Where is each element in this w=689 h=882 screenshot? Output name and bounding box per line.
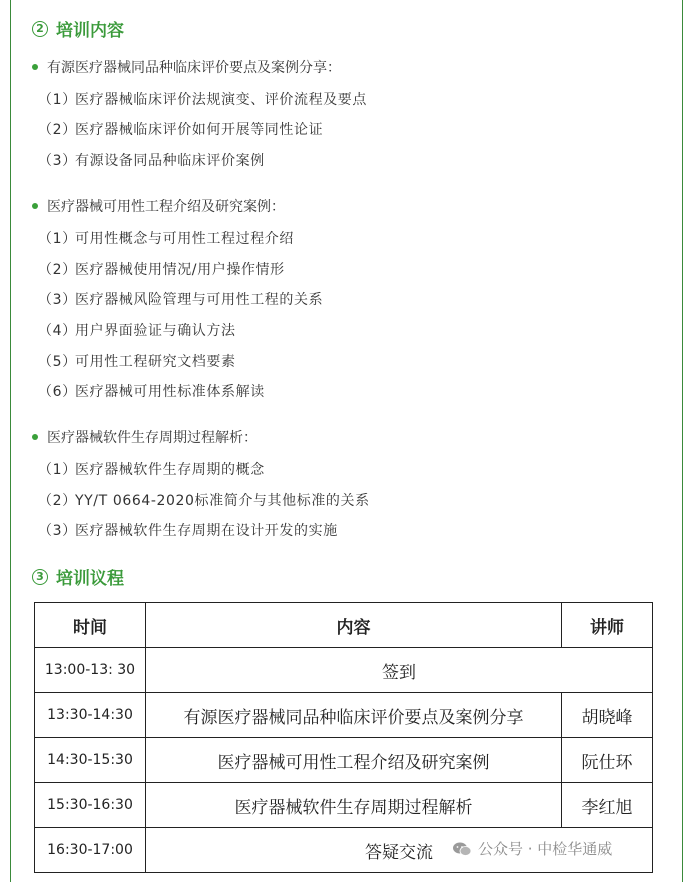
- list-item: （1）医疗器械临床评价法规演变、评价流程及要点: [38, 92, 367, 108]
- list-item: （1）可用性概念与可用性工程过程介绍: [38, 231, 294, 247]
- content-cell: 医疗器械可用性工程介绍及研究案例: [146, 738, 562, 783]
- time-cell: 16:30-17:00: [35, 828, 146, 873]
- topic-2: [32, 196, 285, 216]
- section-title-text: 培训议程: [56, 569, 124, 589]
- content-cell: 医疗器械软件生存周期过程解析: [146, 783, 562, 828]
- time-cell: 14:30-15:30: [35, 738, 146, 783]
- agenda-table: [34, 602, 653, 873]
- bullet-dot-icon: [32, 434, 38, 440]
- circled-number: 2: [32, 21, 48, 37]
- time-cell: 15:30-16:30: [35, 783, 146, 828]
- list-item: （4）用户界面验证与确认方法: [38, 323, 236, 339]
- table-row: [35, 783, 653, 828]
- section-title-text: 培训内容: [56, 21, 124, 41]
- content-cell: 有源医疗器械同品种临床评价要点及案例分享: [146, 693, 562, 738]
- content-cell: 答疑交流: [146, 828, 653, 873]
- watermark-text: 公众号 · 中检华通威: [478, 840, 613, 858]
- section-title-agenda: [32, 564, 124, 589]
- bullet-dot-icon: [32, 64, 38, 70]
- table-row: [35, 693, 653, 738]
- lecturer-cell: 阮仕环: [562, 738, 653, 783]
- list-item: （3）医疗器械风险管理与可用性工程的关系: [38, 292, 324, 308]
- topic-title: 医疗器械软件生存周期过程解析：: [47, 430, 257, 446]
- lecturer-cell: 李红旭: [562, 783, 653, 828]
- content-cell: 签到: [146, 648, 653, 693]
- list-item: （1）医疗器械软件生存周期的概念: [38, 462, 265, 478]
- list-item: （3）有源设备同品种临床评价案例: [38, 153, 265, 169]
- section-title-content: [32, 16, 124, 41]
- table-row: [35, 648, 653, 693]
- topic-3: [32, 427, 257, 447]
- list-item: （3）医疗器械软件生存周期在设计开发的实施: [38, 523, 338, 539]
- circled-number: 3: [32, 569, 48, 585]
- lecturer-cell: 胡晓峰: [562, 693, 653, 738]
- bullet-dot-icon: [32, 203, 38, 209]
- list-item: （6）医疗器械可用性标准体系解读: [38, 384, 265, 400]
- time-cell: 13:00-13: 30: [35, 648, 146, 693]
- topic-title: 医疗器械可用性工程介绍及研究案例：: [47, 199, 285, 215]
- list-item: （2）医疗器械使用情况/用户操作情形: [38, 262, 285, 278]
- list-item: （2）医疗器械临床评价如何开展等同性论证: [38, 122, 324, 138]
- header-time: 时间: [35, 603, 146, 648]
- time-cell: 13:30-14:30: [35, 693, 146, 738]
- watermark: [452, 838, 612, 859]
- header-lecturer: 讲师: [562, 603, 653, 648]
- list-item: （2）YY/T 0664-2020标准简介与其他标准的关系: [38, 493, 370, 509]
- topic-1: [32, 57, 341, 77]
- wechat-icon: [452, 842, 472, 856]
- list-item: （5）可用性工程研究文档要素: [38, 354, 236, 370]
- header-content: 内容: [146, 603, 562, 648]
- table-row: [35, 738, 653, 783]
- table-header-row: [35, 603, 653, 648]
- topic-title: 有源医疗器械同品种临床评价要点及案例分享：: [47, 60, 341, 76]
